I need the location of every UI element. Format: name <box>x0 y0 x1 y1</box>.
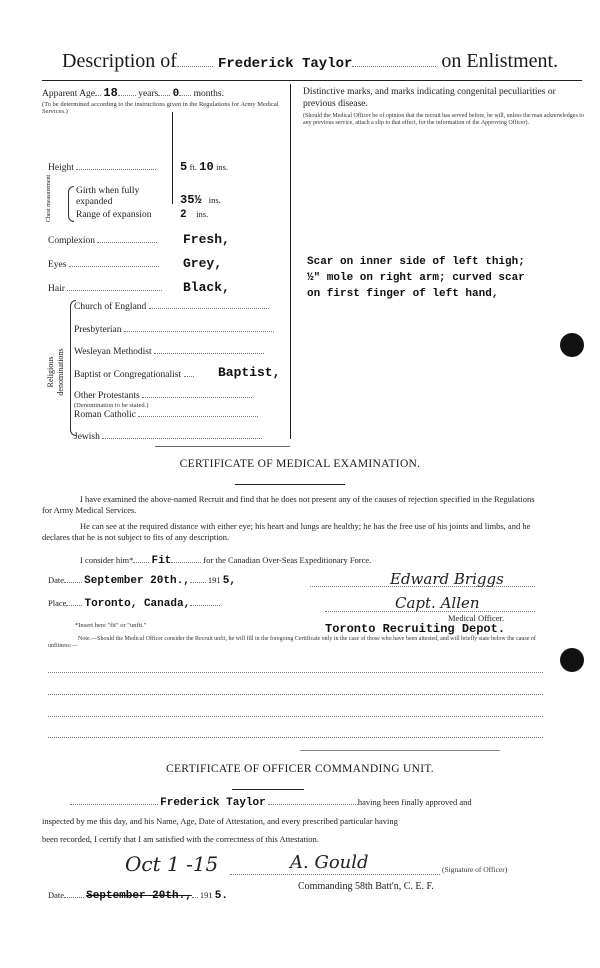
insert-note: *Insert here "fit" or "unfit." <box>75 622 147 629</box>
religion-other-protestants: Other Protestants <box>74 391 286 401</box>
description-bottom-rule <box>155 446 290 447</box>
religion-group-label: Religious denominations <box>46 348 65 396</box>
religion-baptist: Baptist or Congregationalist <box>74 370 214 380</box>
religion-wesleyan-methodist: Wesleyan Methodist <box>74 347 286 357</box>
unfit-reason-line-3 <box>48 716 543 717</box>
fitness-value: Fit <box>151 555 172 567</box>
medical-para-2: He can see at the required distance with either eye; his heart and lungs are healthy; he has the free use of his joints and limbs, and he declares that he is not subject to fits of any description. <box>42 521 531 542</box>
eyes-label: Eyes <box>48 260 178 270</box>
value-divider <box>172 112 173 204</box>
distinctive-marks-note: (Should the Medical Officer be of opinion that the recruit has served before, he will, unless the man acknowledges to any previous service, attach a slip to that effect, for the information of the Approving Officer). <box>303 113 584 126</box>
religion-church-of-england: Church of England <box>74 302 286 312</box>
religion-presbyterian: Presbyterian <box>74 325 286 335</box>
chest-group-label: Chest measurement <box>46 174 52 222</box>
punch-hole-top <box>560 333 584 357</box>
commanding-heading-rule <box>232 789 304 790</box>
marks-line-1: Scar on inner side of left thigh; <box>307 256 525 268</box>
commanding-date-row: Date September 20th., 191 5. <box>48 890 228 902</box>
title-suffix: on Enlistment. <box>441 50 559 72</box>
officer-signature-line <box>230 874 440 875</box>
medical-signature-1: Edward Briggs <box>390 570 504 588</box>
medical-signature-2: Capt. Allen <box>395 594 480 612</box>
age-years-value: 18 <box>103 86 118 100</box>
medical-place-row: Place Toronto, Canada, <box>48 598 298 610</box>
header-rule <box>42 80 582 81</box>
depot-stamp: Toronto Recruiting Depot. <box>325 622 506 636</box>
height-value: 5 ft. 10 ins. <box>180 160 229 174</box>
medical-officer-label: Medical Officer. <box>448 613 505 623</box>
medical-certificate-heading: CERTIFICATE OF MEDICAL EXAMINATION. <box>179 458 421 470</box>
girth-value: 35½ ins. <box>180 193 221 207</box>
commanding-date-struck: September 20th., <box>86 890 192 902</box>
medical-date-row: Date September 20th., 191 5, <box>48 575 236 587</box>
eyes-value: Grey, <box>183 256 223 271</box>
religion-jewish: Jewish <box>74 432 286 442</box>
range-label: Range of expansion <box>76 210 152 220</box>
medical-place-value: Toronto, Canada, <box>84 598 191 610</box>
complexion-value: Fresh, <box>183 232 230 247</box>
other-protestants-note: (Denomination to be stated.) <box>74 402 149 409</box>
recruit-name: Frederick Taylor <box>217 56 353 72</box>
handwritten-date: Oct 1 -15 <box>125 852 219 876</box>
form-title <box>62 50 572 73</box>
officer-signature: A. Gould <box>290 852 369 873</box>
medical-heading-rule <box>235 484 345 485</box>
age-note: (To be determined according to the instructions given in the Regulations for Army Medical Services.) <box>42 101 279 115</box>
range-value: 2 ins. <box>180 209 209 221</box>
unfit-reason-line-2 <box>48 694 543 695</box>
column-divider <box>290 84 291 439</box>
consider-row: I consider him* Fit for the Canadian Over-Seas Expeditionary Force. <box>80 555 372 567</box>
distinctive-marks-value <box>307 254 525 302</box>
distinctive-marks-heading: Distinctive marks, and marks indicating congenital peculiarities or previous disease. <box>303 87 556 109</box>
marks-line-3: on first finger of left hand, <box>307 288 499 300</box>
medical-para-1: I have examined the above-named Recruit and find that he does not present any of the causes of rejection specified in the Regulations for Army Medical Services. <box>42 494 535 515</box>
commanding-line-2: inspected by me this day, and his Name, Age, Date of Attestation, and every prescribed particular having <box>42 816 398 826</box>
hair-value: Black, <box>183 280 230 295</box>
title-prefix: Description of <box>62 50 177 72</box>
medical-bottom-rule <box>300 750 500 751</box>
commanding-line-1: Frederick Taylor having been finally approved and <box>70 797 550 809</box>
apparent-age-row: Apparent Age 18 years 0 months. <box>42 86 224 100</box>
unfit-reason-line-4 <box>48 737 543 738</box>
commanding-unit-label: Commanding 58th Batt'n, C. E. F. <box>298 881 434 892</box>
commanding-certificate-heading: CERTIFICATE OF OFFICER COMMANDING UNIT. <box>166 763 434 775</box>
punch-hole-bottom <box>560 648 584 672</box>
commanding-line-3: been recorded, I certify that I am satisfied with the correctness of this Attestation. <box>42 834 319 844</box>
medical-note: Note.—Should the Medical Officer consider the Recruit unfit, he will fill in the foregoing Certificate only in the case of those who have been attested, and will briefly state below the cause of unfitness:— <box>48 636 536 649</box>
religion-value: Baptist, <box>218 365 281 380</box>
religion-roman-catholic: Roman Catholic <box>74 410 286 420</box>
commanding-recruit-name: Frederick Taylor <box>160 797 266 809</box>
height-label: Height <box>48 163 170 173</box>
complexion-label: Complexion <box>48 236 178 246</box>
age-months-value: 0 <box>172 88 180 100</box>
medical-date-value: September 20th., <box>84 575 190 587</box>
signature-of-officer-label: (Signature of Officer) <box>442 865 508 874</box>
girth-label: Girth when fully expanded <box>76 186 140 207</box>
hair-label: Hair <box>48 284 178 294</box>
unfit-reason-line-1 <box>48 672 543 673</box>
chest-brace <box>68 186 74 222</box>
marks-line-2: ½" mole on right arm; curved scar <box>307 272 525 284</box>
